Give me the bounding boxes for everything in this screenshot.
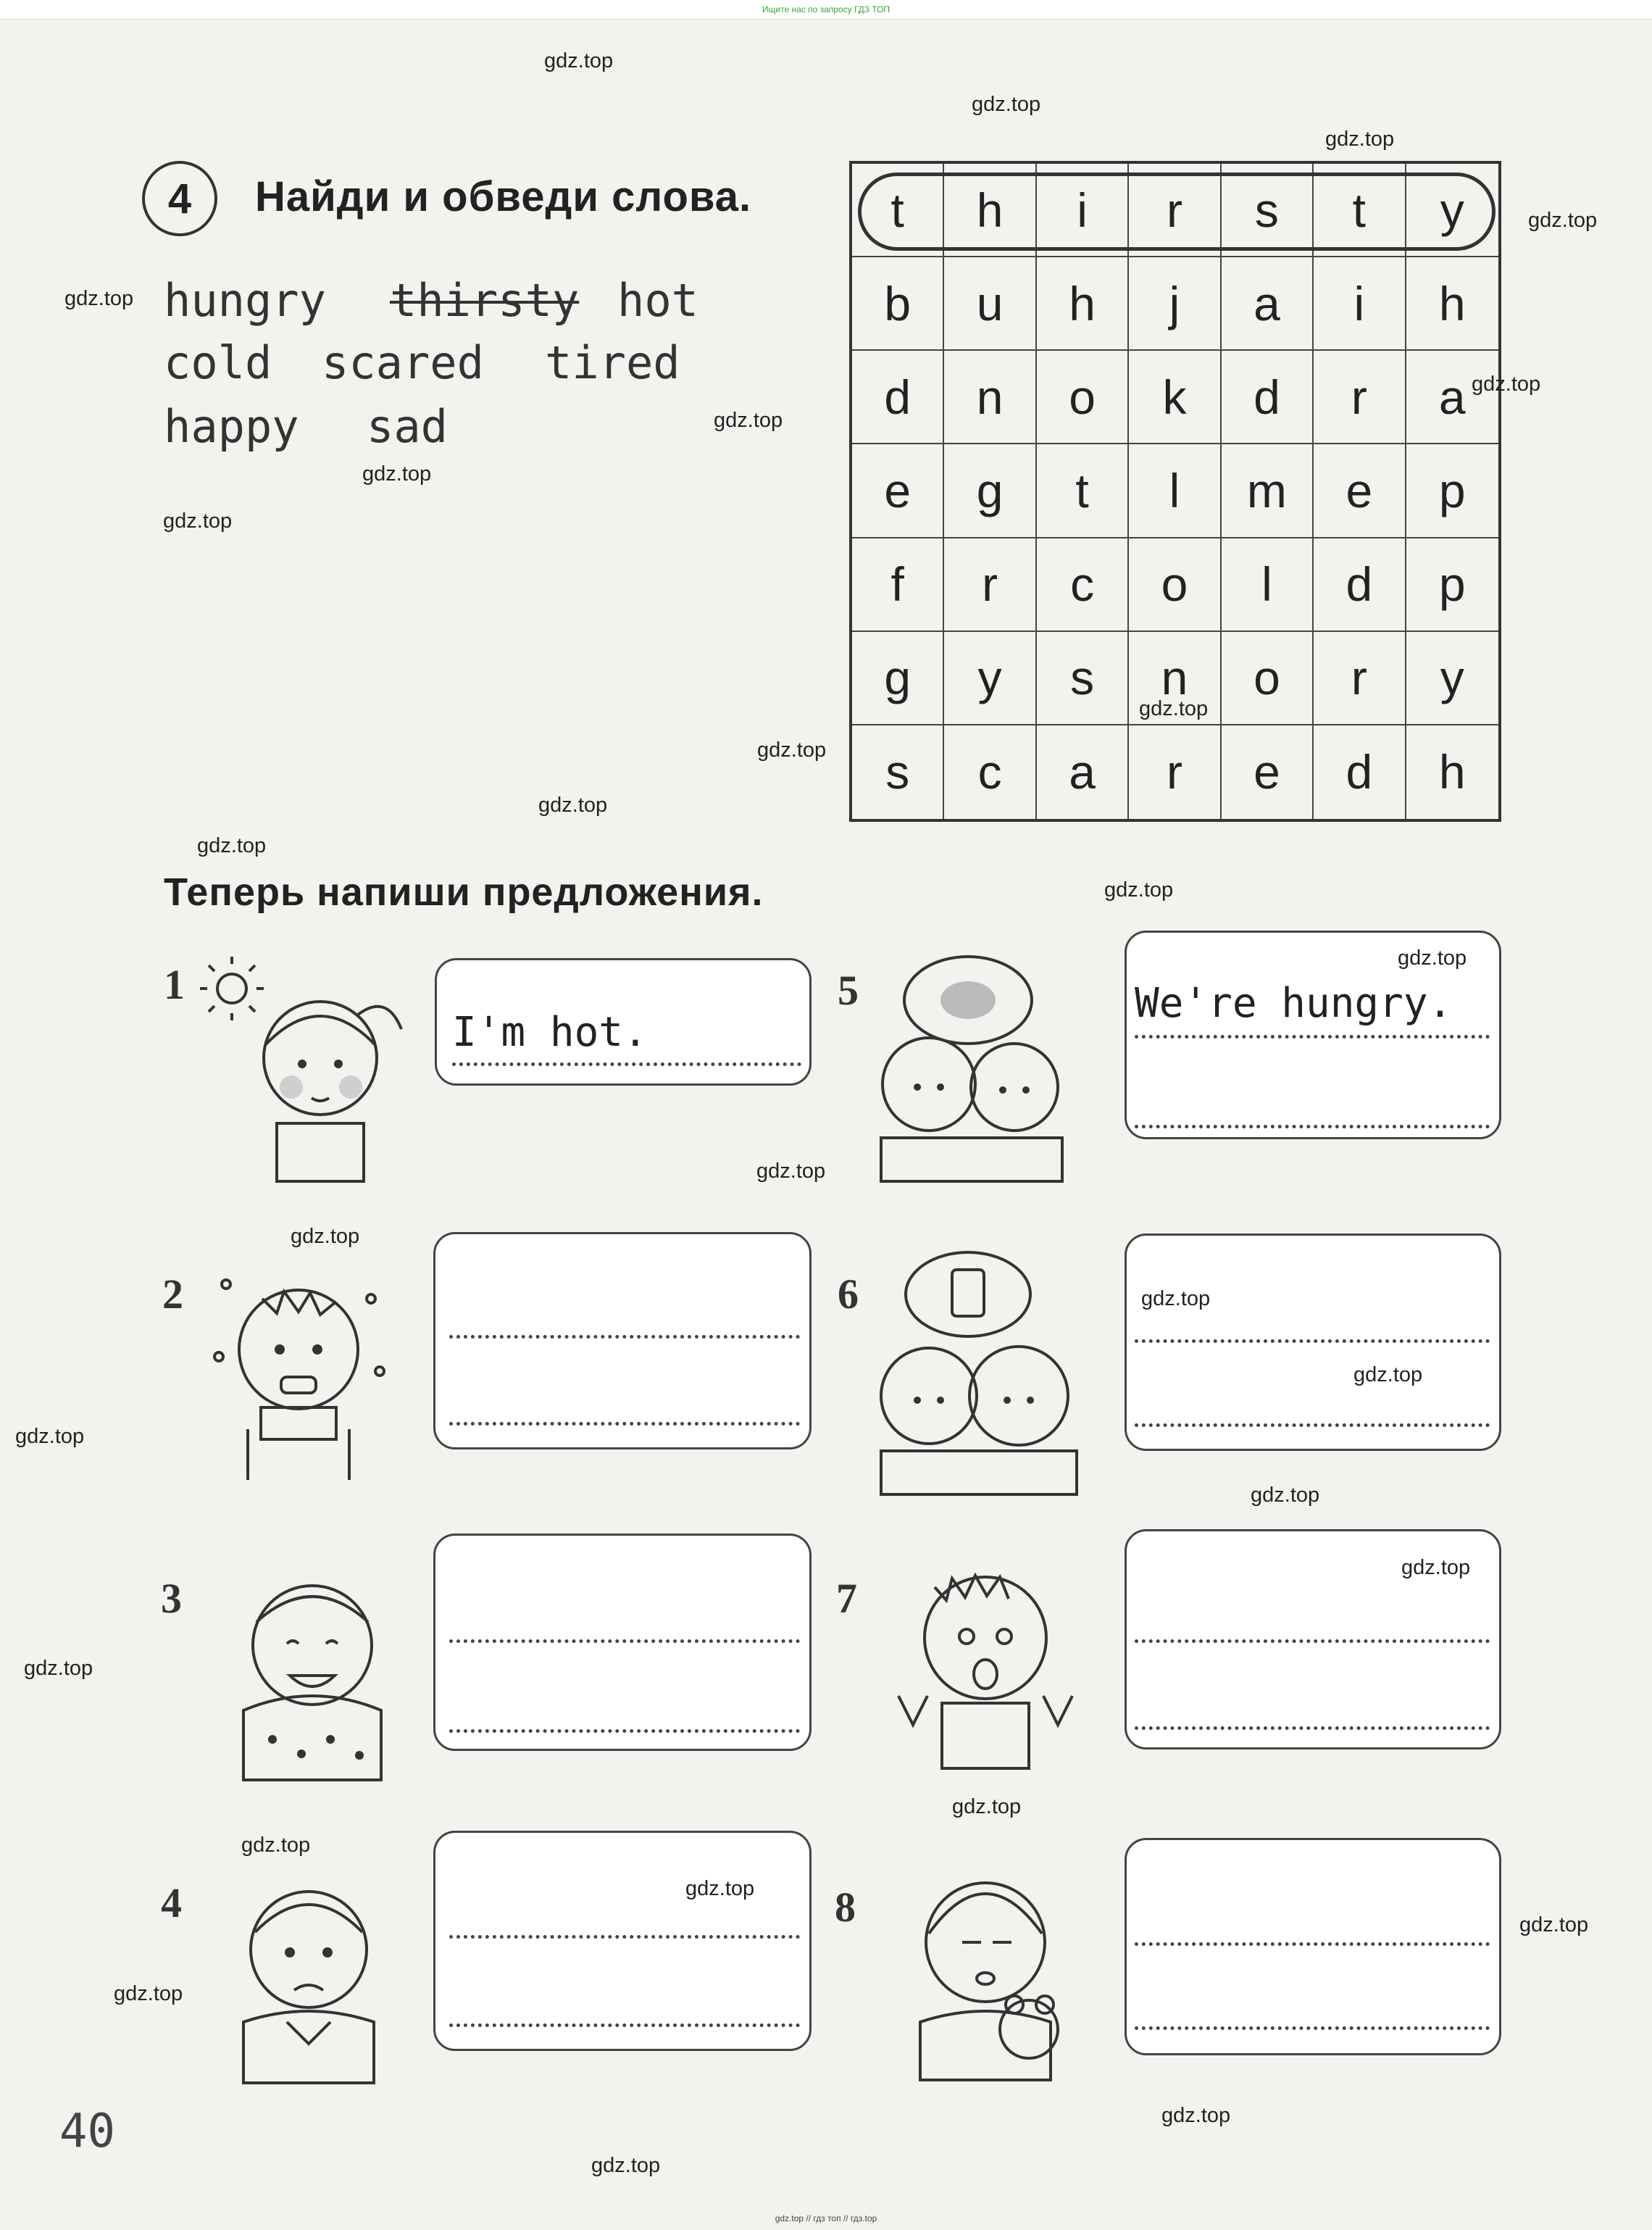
grid-cell[interactable]: e xyxy=(1222,725,1314,819)
item-number-4: 4 xyxy=(161,1879,182,1926)
item-number-6: 6 xyxy=(838,1270,859,1318)
word-scared: scared xyxy=(322,336,484,389)
grid-cell[interactable]: t xyxy=(852,164,944,257)
grid-cell[interactable]: a xyxy=(1037,725,1129,819)
grid-cell[interactable]: g xyxy=(944,444,1036,538)
item-number-3: 3 xyxy=(161,1575,182,1622)
word-hot: hot xyxy=(617,274,698,327)
grid-cell[interactable]: r xyxy=(1129,164,1221,257)
watermark: gdz.top xyxy=(1528,209,1598,232)
grid-cell[interactable]: h xyxy=(1438,745,1466,799)
grid-cell[interactable]: c xyxy=(1037,538,1129,632)
grid-cell[interactable]: u xyxy=(944,257,1036,351)
answer-line-2b[interactable] xyxy=(449,1422,800,1426)
watermark: gdz.top xyxy=(362,462,432,486)
grid-cell[interactable]: r xyxy=(1129,725,1221,819)
grid-cell[interactable]: r xyxy=(1314,632,1406,725)
watermark: gdz.top xyxy=(1398,946,1467,970)
answer-line-7b[interactable] xyxy=(1135,1726,1490,1730)
grid-cell[interactable]: h xyxy=(1037,257,1129,351)
answer-line-7a[interactable] xyxy=(1135,1639,1490,1643)
grid-cell[interactable]: d xyxy=(1314,725,1406,819)
children-thirsty-illustration xyxy=(859,1241,1098,1502)
watermark: gdz.top xyxy=(1401,1556,1471,1579)
grid-cell[interactable]: n xyxy=(1129,632,1221,725)
watermark: gdz.top xyxy=(1325,128,1395,151)
boy-sad-illustration xyxy=(214,1863,403,2087)
banner-text: Ищите нас по запросу ГДЗ ТОП xyxy=(762,4,890,14)
watermark: gdz.top xyxy=(64,287,134,310)
answer-text-5: We're hungry. xyxy=(1135,980,1453,1027)
answer-line-6a[interactable] xyxy=(1135,1339,1490,1343)
grid-cell[interactable]: k xyxy=(1129,351,1221,444)
answer-line-8a[interactable] xyxy=(1135,1942,1490,1946)
watermark: gdz.top xyxy=(1251,1484,1320,1507)
watermark: gdz.top xyxy=(757,739,827,762)
grid-cell[interactable]: n xyxy=(944,351,1036,444)
grid-cell[interactable]: d xyxy=(852,351,944,444)
watermark: gdz.top xyxy=(197,834,267,857)
grid-cell[interactable]: e xyxy=(1314,444,1406,538)
grid-cell[interactable]: h xyxy=(1406,257,1498,351)
watermark: gdz.top xyxy=(1104,878,1174,902)
grid-cell[interactable]: h xyxy=(944,164,1036,257)
item-number-5: 5 xyxy=(838,967,859,1014)
page-number: 40 xyxy=(59,2105,116,2158)
boy-scared-illustration xyxy=(869,1529,1101,1776)
watermark: gdz.top xyxy=(1472,373,1541,396)
watermark: gdz.top xyxy=(114,1982,183,2005)
grid-cell[interactable]: g xyxy=(852,632,944,725)
item-number-7: 7 xyxy=(836,1575,857,1622)
grid-cell[interactable]: s xyxy=(1222,164,1314,257)
watermark: gdz.top xyxy=(15,1425,85,1448)
grid-cell[interactable]: a xyxy=(1406,351,1498,444)
grid-cell[interactable]: j xyxy=(1129,257,1221,351)
answer-bubble-2 xyxy=(433,1232,812,1449)
watermark: gdz.top xyxy=(1353,1363,1423,1386)
grid-cell[interactable]: r xyxy=(1314,351,1406,444)
word-thirsty: thirsty xyxy=(390,274,580,327)
answer-line-3a[interactable] xyxy=(449,1639,800,1643)
watermark: gdz.top xyxy=(972,93,1041,116)
girl-happy-illustration xyxy=(214,1558,410,1783)
watermark: gdz.top xyxy=(538,794,608,817)
word-happy: happy xyxy=(164,400,299,453)
watermark: gdz.top xyxy=(1519,1913,1589,1936)
grid-cell[interactable]: a xyxy=(1222,257,1314,351)
grid-cell[interactable]: l xyxy=(1222,538,1314,632)
grid-cell[interactable]: b xyxy=(852,257,944,351)
grid-cell[interactable]: o xyxy=(1037,351,1129,444)
grid-cell[interactable]: l xyxy=(1129,444,1221,538)
word-sad: sad xyxy=(367,400,448,453)
grid-cell[interactable]: t xyxy=(1037,444,1129,538)
word-hungry: hungry xyxy=(164,274,326,327)
watermark: gdz.top xyxy=(1139,697,1209,720)
found-word-outline xyxy=(858,172,1495,251)
word-cold: cold xyxy=(164,336,272,389)
footer-text: gdz.top // гдз топ // гдз.top xyxy=(775,2213,877,2223)
exercise-instruction: Найди и обведи слова. xyxy=(255,173,752,220)
answer-line-5a[interactable] xyxy=(1135,1035,1490,1039)
exercise-number: 4 xyxy=(142,161,217,236)
answer-line-2a[interactable] xyxy=(449,1335,800,1339)
watermark: gdz.top xyxy=(241,1834,311,1857)
grid-cell[interactable]: f xyxy=(852,538,944,632)
grid-cell[interactable]: y xyxy=(1406,632,1498,725)
children-hungry-illustration xyxy=(859,942,1120,1189)
watermark: gdz.top xyxy=(756,1160,826,1183)
watermark: gdz.top xyxy=(544,49,614,72)
item-number-2: 2 xyxy=(162,1270,183,1318)
item-number-1: 1 xyxy=(164,961,185,1008)
grid-cell[interactable]: d xyxy=(1222,351,1314,444)
answer-text-1: I'm hot. xyxy=(452,1009,648,1056)
item-number-8: 8 xyxy=(835,1884,856,1931)
grid-cell[interactable]: o xyxy=(1222,632,1314,725)
watermark: gdz.top xyxy=(24,1657,93,1680)
watermark: gdz.top xyxy=(685,1877,755,1900)
grid-cell[interactable]: m xyxy=(1222,444,1314,538)
grid-cell[interactable]: e xyxy=(852,444,944,538)
watermark: gdz.top xyxy=(952,1795,1022,1818)
watermark: gdz.top xyxy=(291,1225,360,1248)
word-tired: tired xyxy=(545,336,680,389)
grid-cell[interactable]: r xyxy=(944,538,1036,632)
grid-cell[interactable]: c xyxy=(944,725,1036,819)
grid-cell[interactable]: y xyxy=(944,632,1036,725)
answer-line-4a[interactable] xyxy=(449,1935,800,1939)
girl-tired-illustration xyxy=(877,1848,1109,2087)
girl-hot-illustration xyxy=(190,949,407,1189)
grid-cell[interactable]: d xyxy=(1314,538,1406,632)
answer-line-5b[interactable] xyxy=(1135,1125,1490,1128)
answer-line-1a[interactable] xyxy=(452,1062,801,1066)
grid-cell[interactable]: i xyxy=(1037,164,1129,257)
answer-line-8b[interactable] xyxy=(1135,2026,1490,2030)
grid-cell[interactable]: p xyxy=(1406,538,1498,632)
answer-bubble-4 xyxy=(433,1831,812,2051)
boy-cold-illustration xyxy=(204,1255,393,1487)
watermark: gdz.top xyxy=(1161,2104,1231,2127)
grid-cell[interactable]: s xyxy=(852,725,944,819)
grid-cell[interactable]: t xyxy=(1314,164,1406,257)
answer-line-6b[interactable] xyxy=(1135,1423,1490,1427)
grid-cell[interactable]: p xyxy=(1406,444,1498,538)
watermark: gdz.top xyxy=(714,409,783,432)
watermark: gdz.top xyxy=(1141,1287,1211,1310)
grid-cell[interactable]: o xyxy=(1129,538,1221,632)
grid-cell[interactable]: y xyxy=(1406,164,1498,257)
answer-line-4b[interactable] xyxy=(449,2023,800,2027)
subheading: Теперь напиши предложения. xyxy=(164,870,764,914)
watermark: gdz.top xyxy=(591,2154,661,2177)
watermark: gdz.top xyxy=(163,509,233,533)
answer-line-3b[interactable] xyxy=(449,1729,800,1733)
grid-cell[interactable]: i xyxy=(1314,257,1406,351)
word-search-grid[interactable] xyxy=(849,161,1501,822)
grid-cell[interactable]: s xyxy=(1037,632,1129,725)
answer-bubble-8 xyxy=(1125,1838,1501,2055)
